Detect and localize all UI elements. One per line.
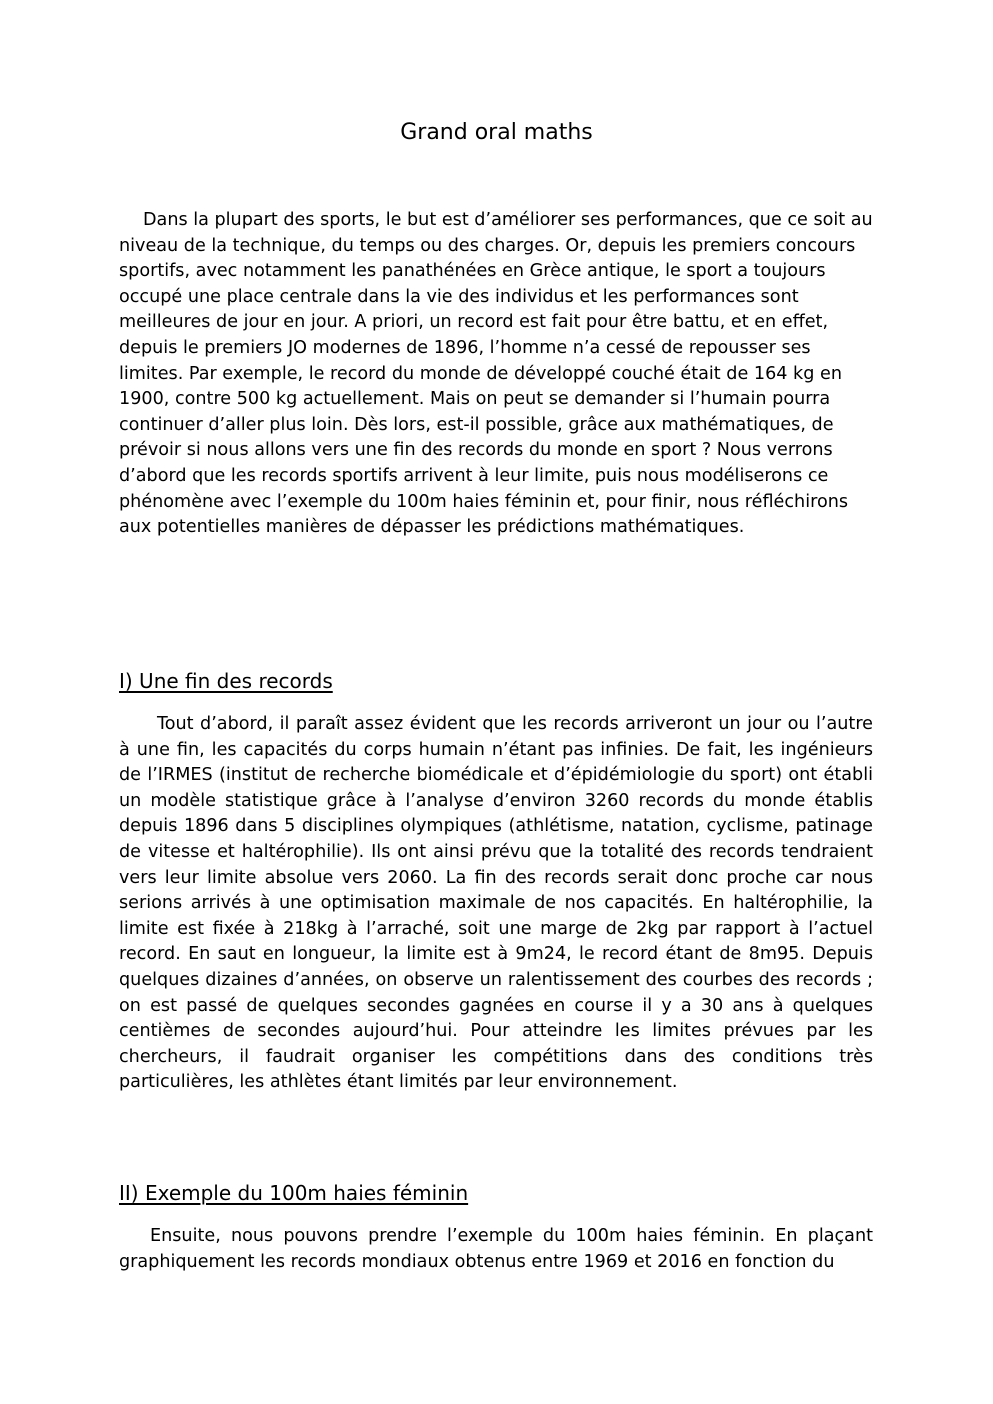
document-title: Grand oral maths (400, 120, 593, 145)
section-heading-2: II) Exemple du 100m haies féminin (119, 1181, 469, 1205)
section-body-1: Tout d’abord, il paraît assez évident que les records arriveront un jour ou l’autre à une fin, les capacités du corps humain n’étant pas infinies. De fait, les ingénieurs de l’IRMES (institut de recherche biomédicale et d’épidémiologie du sport) ont établi un modèle statistique grâce à l’analyse d’environ 3260 records du monde établis depuis 1896 dans 5 disciplines olympiques (athlétisme, natation, cyclisme, patinage de vitesse et haltérophilie). Ils ont ainsi prévu que la totalité des records tendraient vers leur limite absolue vers 2060. La fin des records serait donc proche car nous serions arrivés à une optimisation maximale de nos capacités. En haltérophilie, la limite est fixée à 218kg à l’arraché, soit une marge de 2kg par rapport à l’actuel record. En saut en longueur, la limite est à 9m24, le record étant de 8m95. Depuis quelques dizaines d’années, on observe un ralentissement des courbes des records ; on est passé de quelques secondes gagnées en course il y a 30 ans à quelques centièmes de secondes aujourd’hui. Pour atteindre les limites prévues par les chercheurs, il faudrait organiser les compétitions dans des conditions très particulières, les athlètes étant limités par leur environnement. (119, 714, 873, 1093)
section-heading-1: I) Une fin des records (119, 669, 333, 693)
section-body-2: Ensuite, nous pouvons prendre l’exemple du 100m haies féminin. En plaçant graphiquement les records mondiaux obtenus entre 1969 et 2016 en fonction du (119, 1226, 873, 1272)
intro-paragraph: Dans la plupart des sports, le but est d’améliorer ses performances, que ce soit au niveau de la technique, du temps ou des charges. Or, depuis les premiers concours sportifs, avec notamment les panathénées en Grèce antique, le sport a toujours occupé une place centrale dans la vie des individus et les performances sont meilleures de jour en jour. A priori, un record est fait pour être battu, et en effet, depuis le premiers JO modernes de 1896, l’homme n’a cessé de repousser ses limites. Par exemple, le record du monde de développé couché était de 164 kg en 1900, contre 500 kg actuellement. Mais on peut se demander si l’humain pourra continuer d’aller plus loin. Dès lors, est-il possible, grâce aux mathématiques, de prévoir si nous allons vers une fin des records du monde en sport ? Nous verrons d’abord que les records sportifs arrivent à leur limite, puis nous modéliserons ce phénomène avec l’exemple du 100m haies féminin et, pour finir, nous réfléchirons aux potentielles manières de dépasser les prédictions mathématiques. (119, 210, 873, 538)
